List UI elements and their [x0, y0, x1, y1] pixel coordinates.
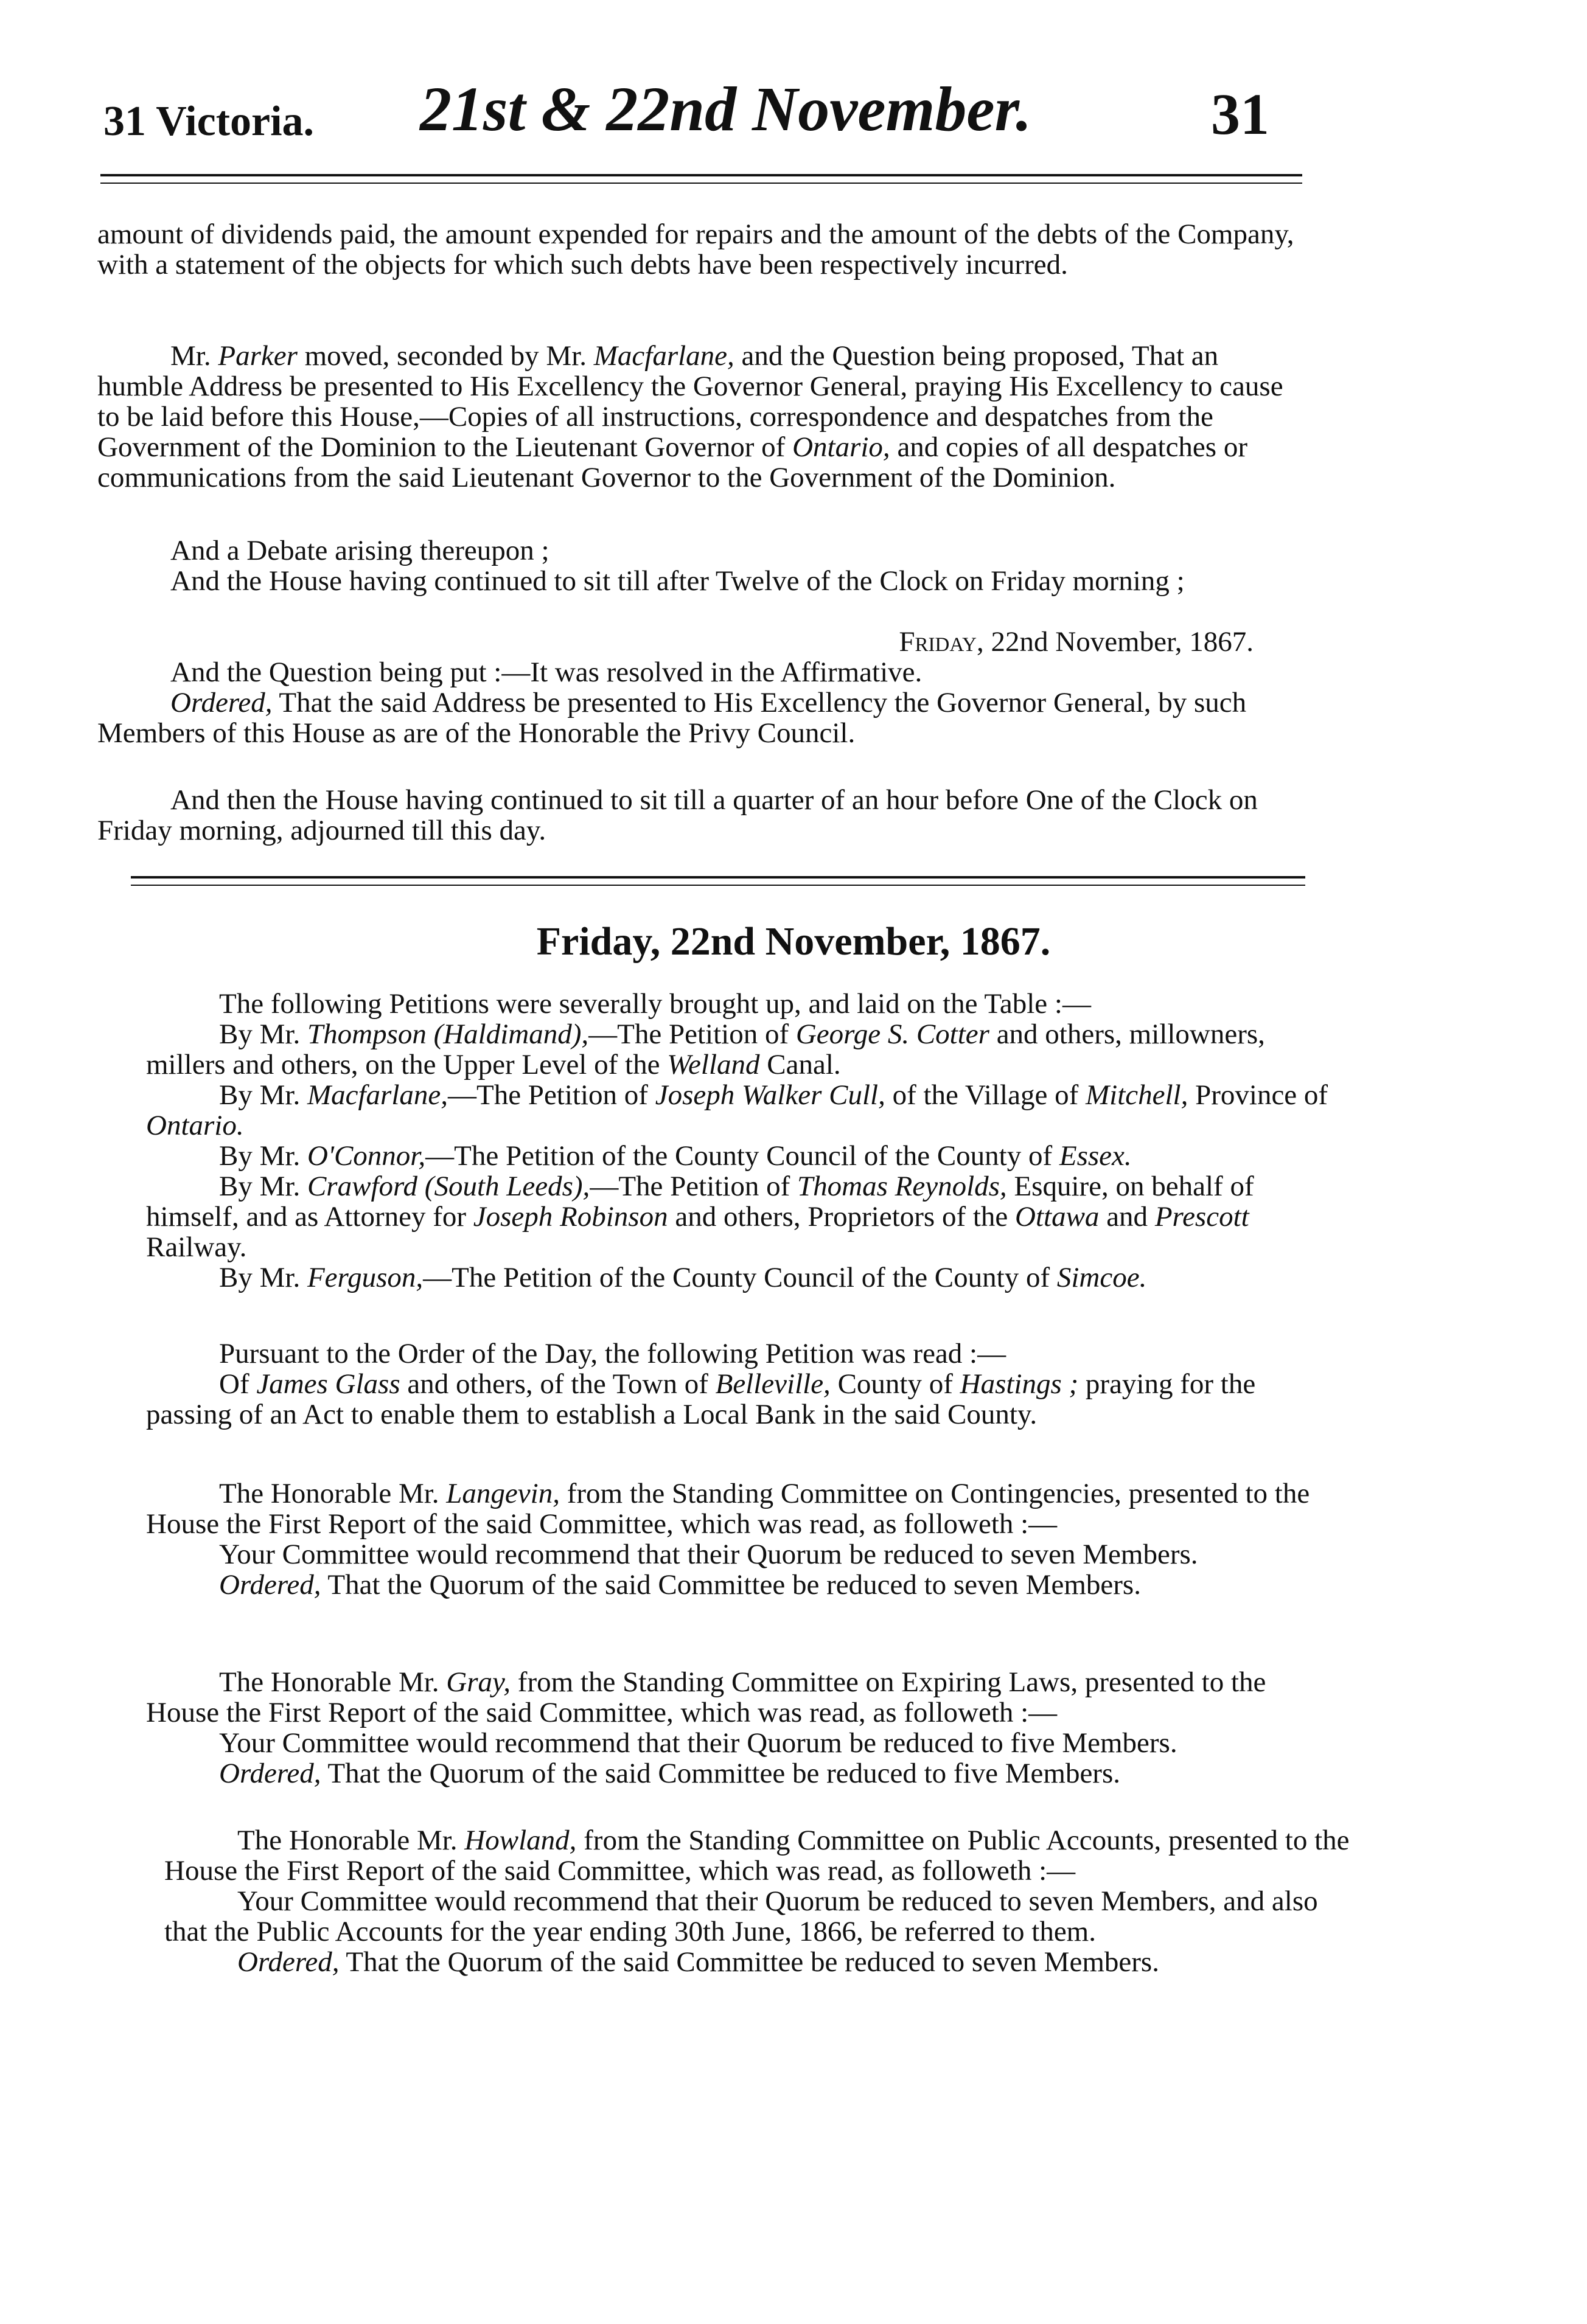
section-heading: Friday, 22nd November, 1867.: [536, 919, 1051, 964]
header-rule-bottom: [100, 183, 1302, 184]
para-debate: And a Debate arising thereupon ; And the House having continued to sit till after Twelve of the Clock on Friday morning ;: [170, 535, 1185, 597]
para-dividends: amount of dividends paid, the amount expended for repairs and the amount of the debts of the Company, with a statement of the objects for which such debts have been respectively incurred.: [97, 218, 1294, 280]
page-header: [0, 73, 1587, 152]
para-gray-report: The Honorable Mr. Gray, from the Standing Committee on Expiring Laws, presented to the House the First Report of the said Committee, which was read, as followeth :— Your Committee would recommend that their Quorum be reduced to five Members. Ordered, That the Quorum of the said Committee be reduced to five Members.: [146, 1666, 1266, 1789]
page-number: 31: [1211, 82, 1269, 147]
para-order-of-day: Pursuant to the Order of the Day, the following Petition was read :— Of James Glass and others, of the Town of Belleville, County of Hastings ; praying for the passing of an Act to enable them to establish a Local Bank in the said County.: [146, 1338, 1256, 1430]
header-dates: 21st & 22nd November.: [420, 74, 1032, 144]
petitions-list: The following Petitions were severally brought up, and laid on the Table :— By Mr. Thompson (Haldimand),—The Petition of George S. Cotter and others, millowners, millers and others, on the Upper Level of the Welland Canal. By Mr. Macfarlane,—The Petition of Joseph Walker Cull, of the Village of Mitchell, Province of Ontario. By Mr. O'Connor,—The Petition of the County Council of the County of Essex. By Mr. Crawford (South Leeds),—The Petition of Thomas Reynolds, Esquire, on behalf of himself, and as Attorney for Joseph Robinson and others, Proprietors of the Ottawa and Prescott Railway. By Mr. Ferguson,—The Petition of the County Council of the County of Simcoe.: [146, 988, 1328, 1293]
para-adjourned: And then the House having continued to sit till a quarter of an hour before One of the Clock on Friday morning, adjourned till this day.: [97, 784, 1258, 846]
dateline: Friday, 22nd November, 1867.: [899, 626, 1254, 658]
section-rule-bottom: [131, 885, 1305, 886]
header-rule-top: [100, 174, 1302, 176]
header-volume: 31 Victoria.: [103, 98, 315, 145]
section-rule-top: [131, 876, 1305, 878]
para-howland-report: The Honorable Mr. Howland, from the Standing Committee on Public Accounts, presented to the House the First Report of the said Committee, which was read, as followeth :— Your Committee would recommend that their Quorum be reduced to seven Members, and also that the Public Accounts for the year ending 30th June, 1866, be referred to them. Ordered, That the Quorum of the said Committee be reduced to seven Members.: [164, 1825, 1350, 1978]
para-question-resolved: And the Question being put :—It was resolved in the Affirmative. Ordered, That the said Address be presented to His Excellency the Governor General, by such Members of this House as are of the Honorable the Privy Council.: [97, 656, 1247, 749]
para-parker-motion: Mr. Parker moved, seconded by Mr. Macfarlane, and the Question being proposed, That an humble Address be presented to His Excellency the Governor General, praying His Excellency to cause to be laid before this House,—Copies of all instructions, correspondence and despatches from the Government of the Dominion to the Lieutenant Governor of Ontario, and copies of all despatches or communications from the said Lieutenant Governor to the Government of the Dominion.: [97, 340, 1283, 493]
para-langevin-report: The Honorable Mr. Langevin, from the Standing Committee on Contingencies, presented to the House the First Report of the said Committee, which was read, as followeth :— Your Committee would recommend that their Quorum be reduced to seven Members. Ordered, That the Quorum of the said Committee be reduced to seven Members.: [146, 1478, 1310, 1601]
